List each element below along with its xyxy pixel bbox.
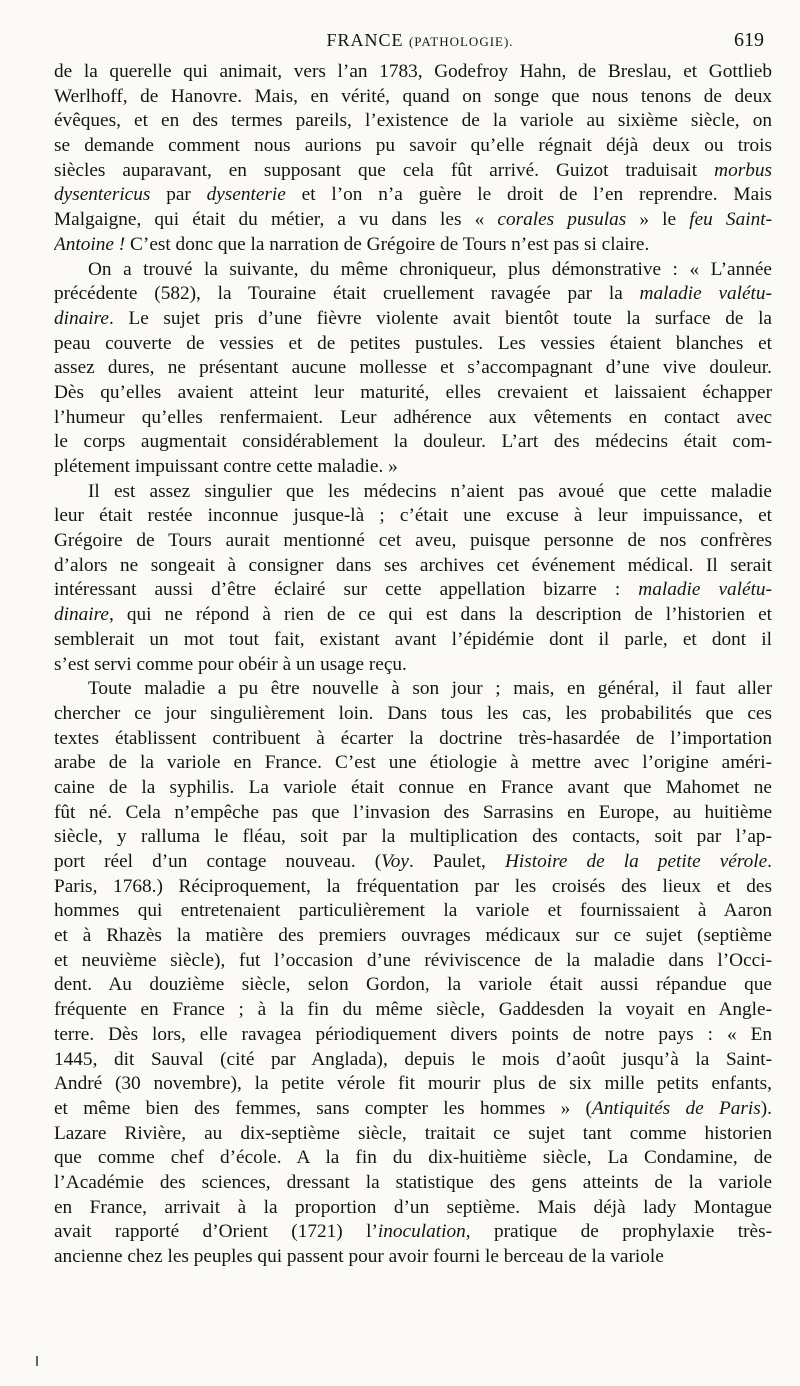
text-line: ancienne chez les peuples qui passent pour avoir fourni le berceau de la variole [54,1246,664,1267]
italic-run: maladie valétu- [639,283,772,305]
text-line: Grégoire de Tours aurait mentionné cet aveu, puisque personne de nos confrères [54,530,772,552]
text-line: fréquente en France ; à la fin du même siècle, Gaddesden la voyait en Angle- [54,999,772,1021]
text-line: d’alors ne songeait à consigner dans ses archives cet événement médical. Il serait [54,554,772,576]
text-line: plétement impuissant contre cette maladie. » [54,456,398,477]
text-line: et à Rhazès la matière des premiers ouvrages médicaux sur ce sujet (septième [54,925,772,947]
text-line: dinaire. Le sujet pris d’une fièvre violente avait bientôt toute la surface de la [54,307,772,329]
text-line: précédente (582), la Touraine était cruellement ravagée par la maladie valétu- [54,283,772,305]
text-line: siècles auparavant, en supposant que cela fût arrivé. Guizot traduisait morbus [54,159,772,181]
text-line: et neuvième siècle), fut l’occasion d’une réviviscence de la maladie dans l’Occi- [54,949,772,971]
text-line: évêques, et en des termes pareils, l’existence de la variole au sixième siècle, on [54,110,772,132]
text-line: fût né. Cela n’empêche pas que l’invasion des Sarrasins en Europe, au huitième [54,801,772,823]
text-line: dent. Au douzième siècle, selon Gordon, la variole était aussi répandue que [54,974,772,996]
italic-run: Antiquités de Paris [591,1097,761,1119]
text-line: dysentericus par dysenterie et l’on n’a guère le droit de l’en reprendre. Mais [54,184,772,206]
body-text [54,60,772,1270]
text-line: 1445, dit Sauval (cité par Anglada), depuis le mois d’août jusqu’à la Saint- [54,1048,772,1070]
text-line: port réel d’un contage nouveau. (Voy. Paulet, Histoire de la petite vérole. [54,851,772,872]
italic-run: dysentericus [54,184,151,206]
text-line: caine de la syphilis. La variole était connue en France avant que Mahomet ne [54,776,772,798]
text-line: On a trouvé la suivante, du même chroniqueur, plus démonstrative : « L’année [88,258,772,280]
italic-run: corales pusulas [497,209,627,231]
italic-run: Histoire de la petite vérole [504,851,768,872]
italic-run: Voy [381,851,409,872]
text-line: assez dures, ne présentant aucune mollesse et s’accompagnant d’une vive douleur. [54,357,772,379]
text-line: Lazare Rivière, au dix-septième siècle, traitait ce sujet tant comme historien [54,1122,772,1144]
text-line: l’Académie des sciences, dressant la statistique des gens atteints de la variole [54,1171,772,1193]
italic-run: feu Saint- [689,209,772,231]
text-line: de la querelle qui animait, vers l’an 1783, Godefroy Hahn, de Breslau, et Gottlieb [54,61,772,82]
margin-mark [36,1356,38,1366]
text-line: le corps augmentait considérablement la douleur. L’art des médecins était com- [54,431,772,453]
text-line: textes établissent contribuent à écarter la doctrine très-hasardée de l’importation [54,727,772,749]
text-line: s’est servi comme pour obéir à un usage reçu. [54,653,407,675]
running-head [300,30,540,51]
text-line: avait rapporté d’Orient (1721) l’inoculation, pratique de prophylaxie très- [54,1221,772,1243]
text-line: en France, arrivait à la proportion d’un septième. Mais déjà lady Montague [54,1196,772,1218]
text-line: dinaire, qui ne répond à rien de ce qui est dans la description de l’historien et [54,604,772,626]
text-line: intéressant aussi d’être éclairé sur cette appellation bizarre : maladie valétu- [54,579,772,601]
text-line: Il est assez singulier que les médecins n’aient pas avoué que cette maladie [88,480,772,502]
text-line: hommes qui entretenaient particulièrement la variole et fournissaient à Aaron [54,900,772,922]
text-line: semblerait un mot tout fait, existant avant l’épidémie dont il parle, et dont il [54,628,772,650]
running-head-subtitle: (PATHOLOGIE). [408,34,514,49]
italic-run: inoculation [377,1221,466,1243]
text-line: siècle, y ralluma le fléau, soit par la multiplication des contacts, soit par l’ap- [54,826,772,848]
text-line: arabe de la variole en France. C’est une étiologie à mettre avec l’origine améri- [54,752,772,774]
text-line: Paris, 1768.) Réciproquement, la fréquentation par les croisés des lieux et des [54,875,772,897]
text-line: que comme chef d’école. A la fin du dix-huitième siècle, La Condamine, de [54,1147,772,1169]
running-head-title: FRANCE [326,30,404,50]
text-line: l’humeur qu’elles renfermaient. Leur adhérence aux vêtements en contact avec [54,406,772,428]
text-line: chercher ce jour singulièrement loin. Dans tous les cas, les probabilités que ces [54,702,772,724]
text-line: et même bien des femmes, sans compter les hommes » (Antiquités de Paris). [54,1097,772,1119]
italic-run: maladie valétu- [638,579,772,601]
text-line: Malgaigne, qui était du métier, a vu dans les « corales pusulas » le feu Saint- [54,209,772,231]
italic-run: Antoine ! [54,233,126,255]
text-line: terre. Dès lors, elle ravagea périodiquement divers points de notre pays : « En [54,1023,772,1045]
italic-run: morbus [714,159,772,181]
text-line: leur était restée inconnue jusque-là ; c’était une excuse à leur impuissance, et [54,505,772,527]
italic-run: dysenterie [206,184,286,206]
text-line: Dès qu’elles avaient atteint leur maturité, elles crevaient et laissaient échapper [54,381,772,403]
page-number: 619 [734,29,764,51]
text-line: Toute maladie a pu être nouvelle à son jour ; mais, en général, il faut aller [88,678,772,700]
text-line: Antoine ! C’est donc que la narration de Grégoire de Tours n’est pas si claire. [54,233,650,255]
text-line: peau couverte de vessies et de petites pustules. Les vessies étaient blanches et [54,332,772,354]
text-line: André (30 novembre), la petite vérole fit mourir plus de six mille petits enfants, [54,1073,772,1095]
text-line: se demande comment nous aurions pu savoir qu’elle régnait déjà deux ou trois [54,135,772,157]
italic-run: dinaire [54,307,109,329]
italic-run: dinaire [54,604,109,626]
text-line: Werlhoff, de Hanovre. Mais, en vérité, quand on songe que nous tenons de deux [54,85,772,107]
